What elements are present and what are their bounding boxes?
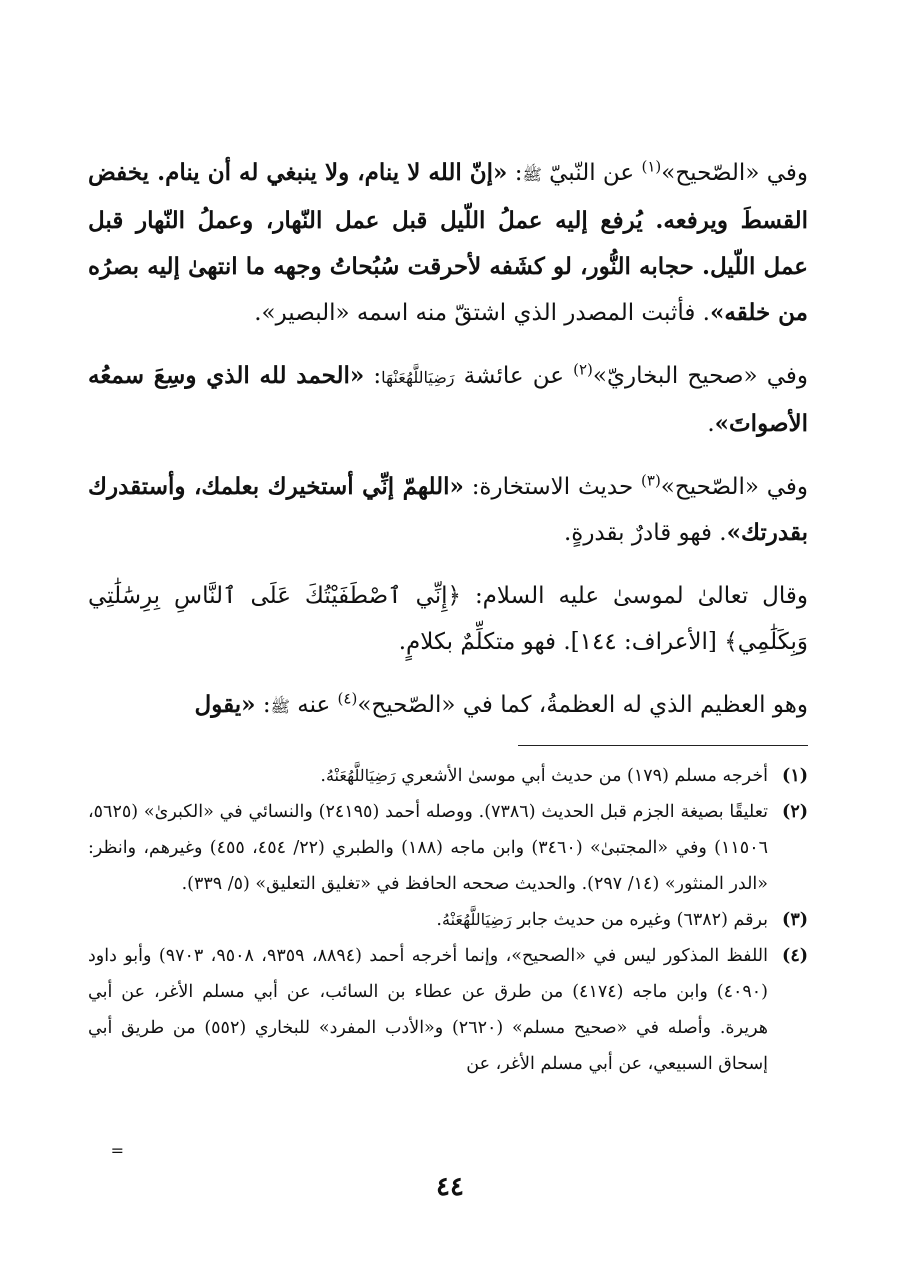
paragraph-5	[88, 682, 808, 730]
text-run: :	[507, 160, 523, 186]
footnote-ref-2[interactable]: (٢)	[573, 360, 593, 379]
text-run: . فأثبت المصدر الذي اشتقّ منه اسمه «البصير».	[254, 300, 710, 326]
paragraph-1	[88, 150, 808, 336]
footnote-1	[88, 758, 808, 794]
text-run: :	[255, 692, 271, 718]
text-run: وقال تعالىٰ لموسىٰ عليه السلام:	[461, 583, 808, 609]
text-run: عنه	[289, 692, 338, 718]
footnote-ref-1[interactable]: (١)	[641, 157, 662, 176]
continuation-mark: =	[110, 1141, 124, 1160]
text-run: وفي «الصّحيح»	[661, 160, 808, 186]
text-run: وهو العظيم الذي له العظمةُ، كما في «الصّحيح»	[357, 692, 808, 718]
footnote-text	[88, 794, 768, 902]
honorific-glyph: رَضِيَاللَّهُعَنْهَا	[381, 368, 455, 387]
footnote-number: (٢)	[782, 802, 808, 822]
footnote-ref-4[interactable]: (٤)	[337, 689, 358, 708]
footnote-text	[88, 902, 768, 938]
text-run: أخرجه مسلم (١٧٩) من حديث أبي موسىٰ الأشعري	[395, 766, 768, 786]
text-run: .	[320, 766, 326, 786]
text-run: عن عائشة	[454, 363, 574, 389]
hadith-quote: «الحمد لله الذي وسِعَ سمعُه الأصواتَ»	[88, 362, 808, 437]
text-run: . فهو قادرٌ بقدرةٍ.	[563, 520, 727, 546]
text-run: عن النّبيّ	[541, 160, 642, 186]
hadith-quote: «إنّ الله لا ينام، ولا ينبغي له أن ينام. يخفض القسطَ ويرفعه. يُرفع إليه عملُ اللّيل قبل عمل النّهار، وعملُ النّهار قبل عمل اللّيل. حجابه النُّور، لو كشَفه لأحرقت سُبُحاتُ وجهه ما انتهىٰ إليه بصرُه من خلقه»	[88, 159, 808, 326]
hadith-quote: «يقول	[194, 691, 256, 718]
text-run: اللفظ المذكور ليس في «الصحيح»، وإنما أخرجه أحمد (٨٨٩٤، ٩٣٥٩، ٩٥٠٨، ٩٧٠٣) وأبو داود (٤٠٩٠) وابن ماجه (٤١٧٤) من طرق عن عطاء بن السائب، عن أبي مسلم الأغر، عن أبي هريرة. وأصله في «صحيح مسلم» (٢٦٢٠) و«الأدب المفرد» للبخاري (٥٥٢) من طريق أبي إسحاق السبيعي، عن أبي مسلم الأغر، عن	[88, 946, 768, 1074]
footnote-text	[88, 938, 768, 1082]
footnote-ref-3[interactable]: (٣)	[641, 471, 661, 490]
paragraph-4	[88, 573, 808, 665]
footnote-number: (٣)	[782, 910, 808, 930]
main-text	[88, 150, 808, 747]
honorific-glyph: رَضِيَاللَّهُعَنْهُ	[325, 766, 396, 785]
footnote-divider	[518, 745, 808, 746]
footnote-number: (١)	[782, 766, 808, 786]
footnote-2	[88, 794, 808, 902]
footnote-text	[88, 758, 768, 794]
text-run: .	[707, 411, 715, 437]
hadith-quote: «اللهمّ إنِّي أستخيرك بعلمك، وأستقدرك بقدرتك»	[88, 473, 808, 546]
quran-verse: ﴿إِنِّي ٱصْطَفَيْتُكَ عَلَى ٱلنَّاسِ بِرِسَٰلَٰتِي وَبِكَلَٰمِي﴾	[88, 583, 808, 655]
text-run: وفي «الصّحيح»	[660, 474, 808, 500]
text-run: .	[436, 910, 442, 930]
footnote-4	[88, 938, 808, 1082]
text-run: تعليقًا بصيغة الجزم قبل الحديث (٧٣٨٦). ووصله أحمد (٢٤١٩٥) والنسائي في «الكبرىٰ» (٥٦٢٥، ١١٥٠٦) وفي «المجتبىٰ» (٣٤٦٠) وابن ماجه (١٨٨) والطبري (٢٢/ ٤٥٤، ٤٥٥) وغيرهم، وانظر: «الدر المنثور» (١٤/ ٢٩٧). والحديث صححه الحافظ في «تغليق التعليق» (٥/ ٣٣٩).	[88, 802, 769, 894]
paragraph-2	[88, 353, 808, 447]
honorific-glyph: ﷺ	[270, 697, 290, 716]
text-run: برقم (٦٣٨٢) وغيره من حديث جابر	[511, 910, 768, 930]
honorific-glyph: رَضِيَاللَّهُعَنْهُ	[441, 910, 512, 929]
footnotes	[88, 758, 808, 1082]
honorific-glyph: ﷺ	[522, 165, 542, 184]
text-run: وفي «صحيح البخاريّ»	[592, 363, 809, 389]
paragraph-3	[88, 464, 808, 556]
page-number: ٤٤	[436, 1172, 464, 1202]
text-run: حديث الاستخارة:	[463, 474, 642, 500]
text-run: :	[364, 363, 382, 389]
text-run: [الأعراف: ١٤٤]. فهو متكلِّمٌ بكلامٍ.	[398, 629, 725, 655]
footnote-3	[88, 902, 808, 938]
footnote-number: (٤)	[782, 946, 808, 966]
